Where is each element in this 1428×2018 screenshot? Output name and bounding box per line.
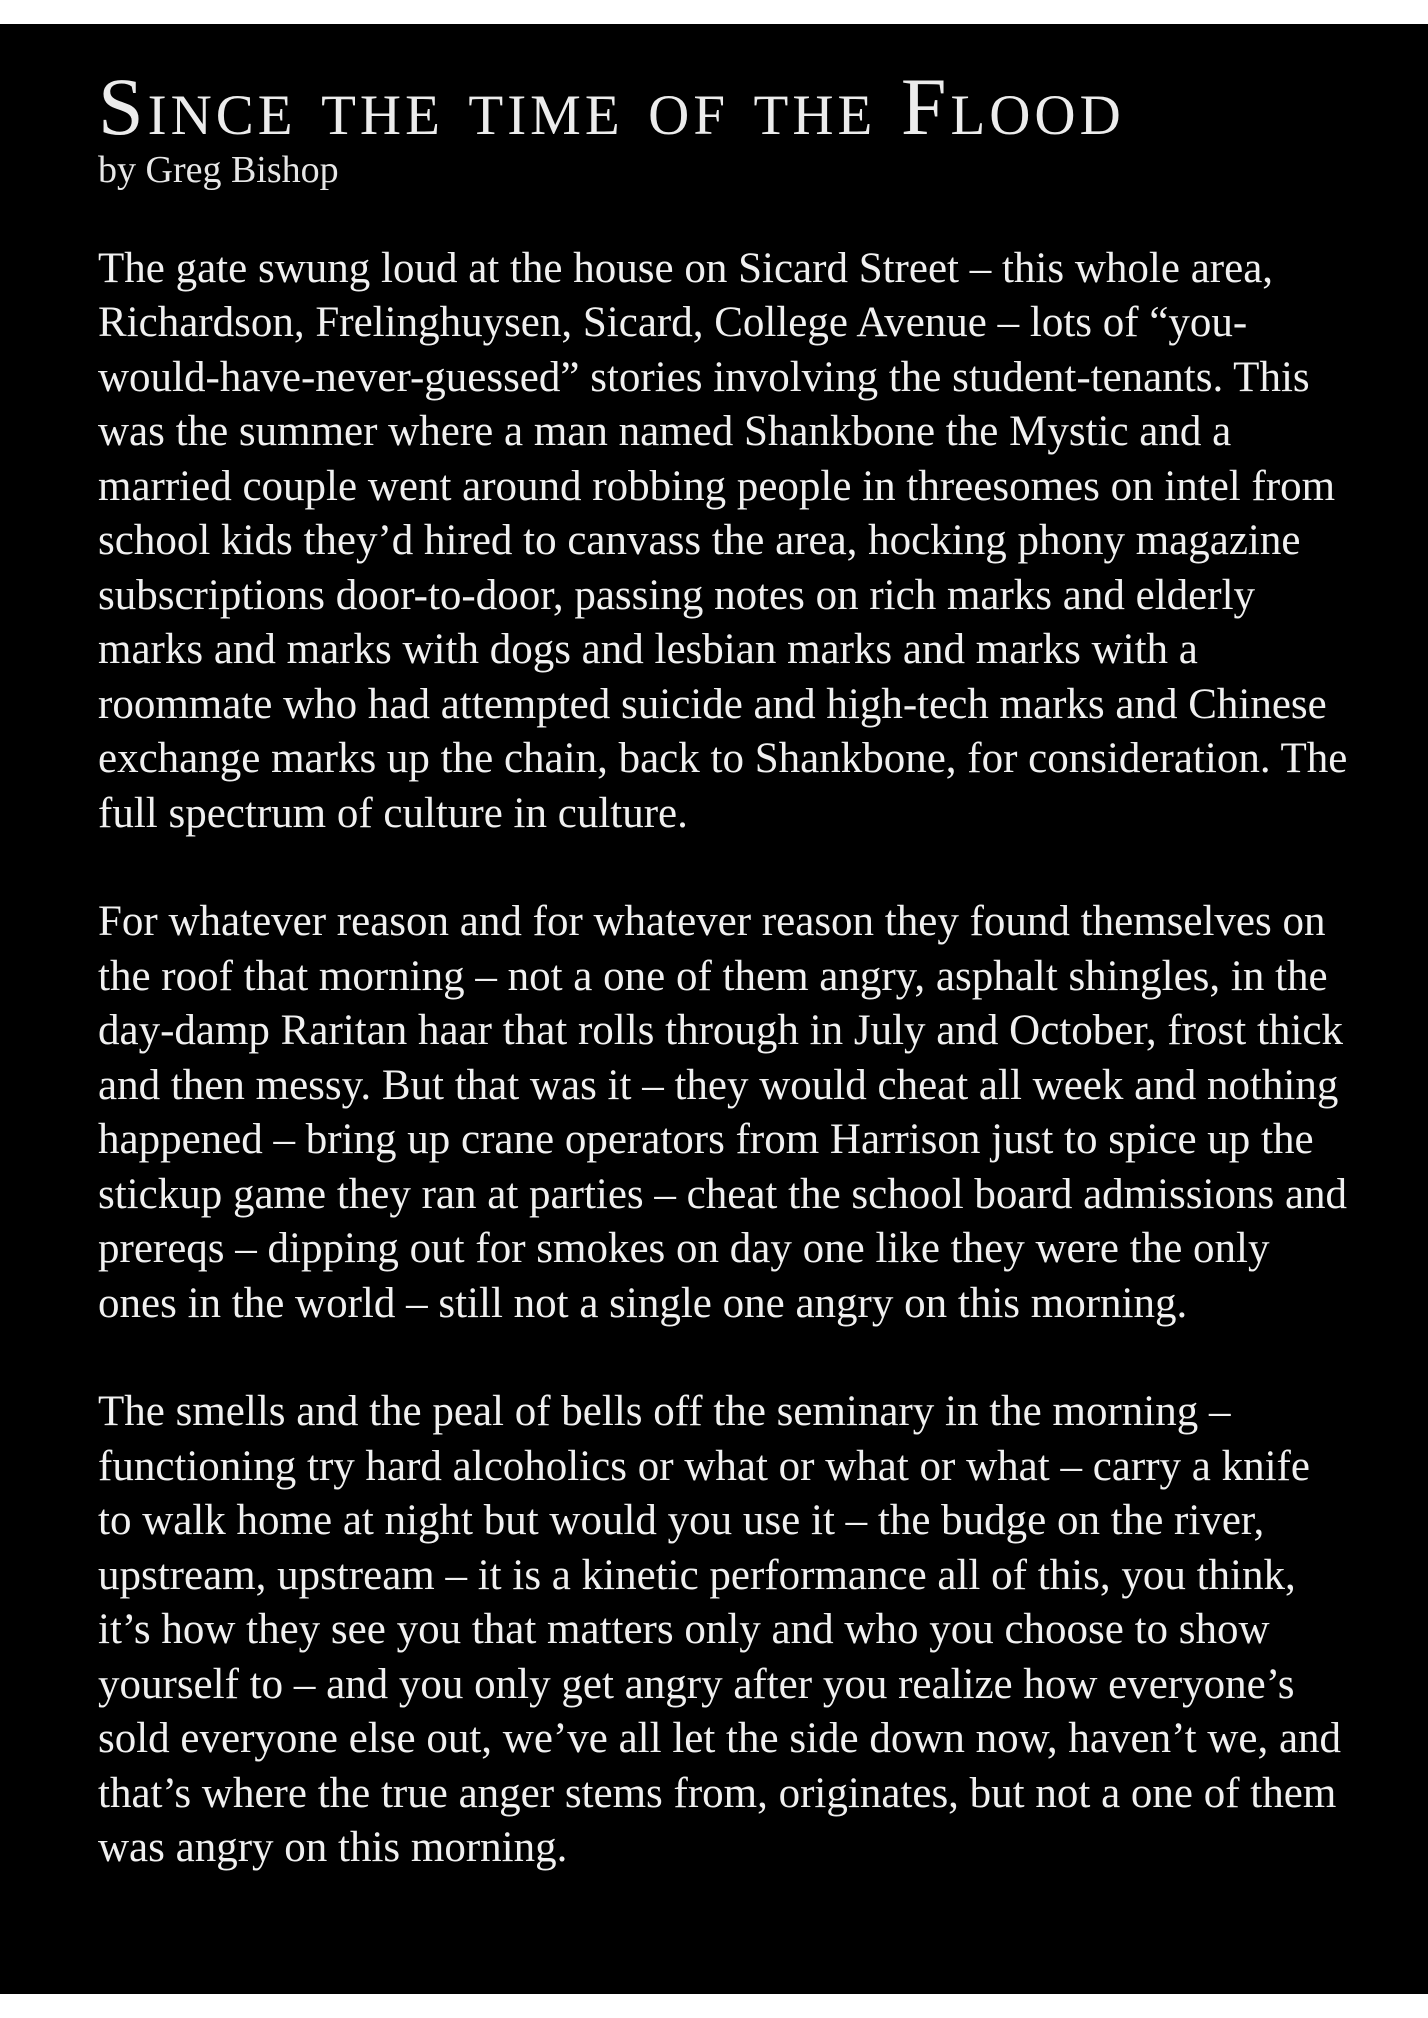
article-page — [0, 24, 1428, 1994]
paragraph-1: The gate swung loud at the house on Sicard Street – this whole area, Richardson, Frelinghuysen, Sicard, College Avenue – lots of “you-would-have-never-guessed” stories involving the student-tenants. This was the summer where a man named Shankbone the Mystic and a married couple went around robbing people in threesomes on intel from school kids they’d hired to canvass the area, hocking phony magazine subscriptions door-to-door, passing notes on rich marks and elderly marks and marks with dogs and lesbian marks and marks with a roommate who had attempted suicide and high-tech marks and Chinese exchange marks up the chain, back to Shankbone, for consideration. The full spectrum of culture in culture. — [98, 244, 1348, 837]
paragraph-2: For whatever reason and for whatever reason they found themselves on the roof that morning – not a one of them angry, asphalt shingles, in the day-damp Raritan haar that rolls through in July and October, frost thick and then messy. But that was it – they would cheat all week and nothing happened – bring up crane operators from Harrison just to spice up the stickup game they ran at parties – cheat the school board admissions and prereqs – dipping out for smokes on day one like they were the only ones in the world – still not a single one angry on this morning. — [98, 898, 1348, 1327]
article-title: Since the time of the Flood — [98, 61, 1125, 152]
article-byline: by Greg Bishop — [98, 149, 339, 191]
article-body — [98, 242, 1348, 1876]
paragraph-3: The smells and the peal of bells off the seminary in the morning – functioning try hard alcoholics or what or what or what – carry a knife to walk home at night but would you use it – the budge on the river, upstream, upstream – it is a kinetic performance all of this, you think, it’s how they see you that matters only and who you choose to show yourself to – and you only get angry after you realize how everyone’s sold everyone else out, we’ve all let the side down now, haven’t we, and that’s where the true anger stems from, originates, but not a one of them was angry on this morning. — [98, 1388, 1342, 1872]
